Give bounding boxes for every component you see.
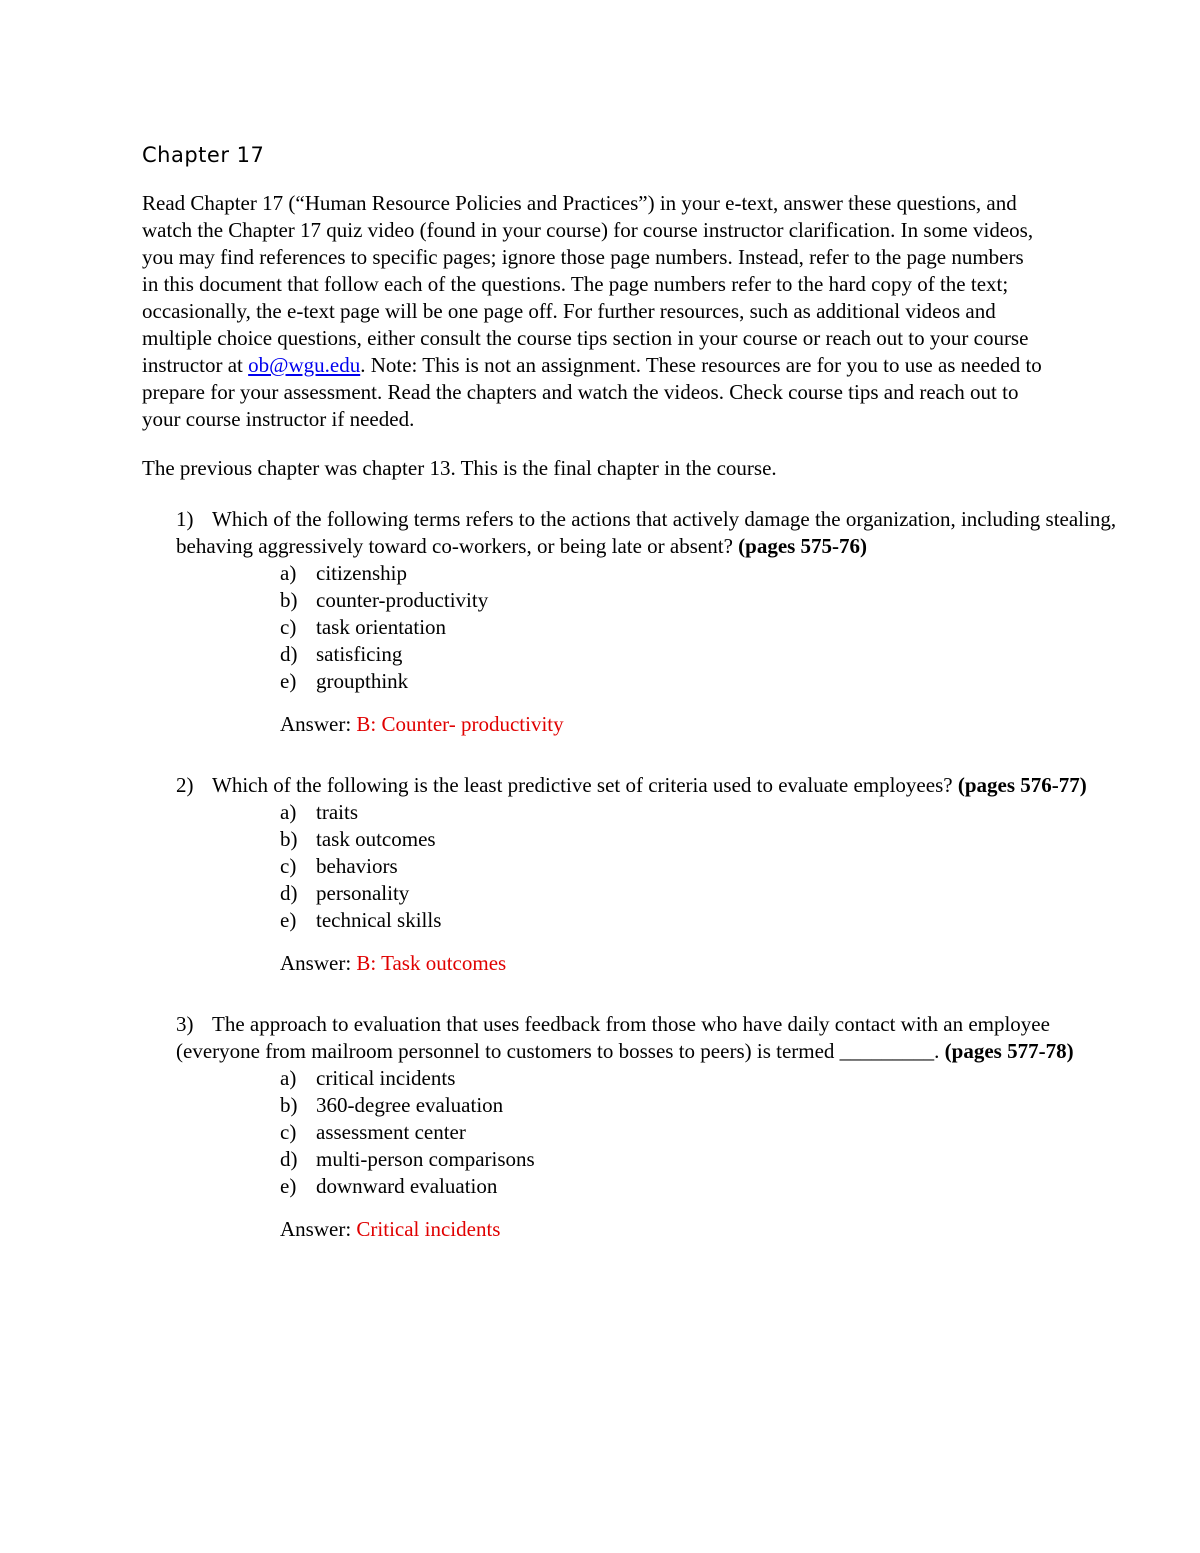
option-text: task outcomes xyxy=(316,827,436,851)
question-number: 3) xyxy=(176,1012,194,1036)
answer-line xyxy=(280,1216,1122,1243)
option-letter: a) xyxy=(280,1066,297,1090)
option-text: downward evaluation xyxy=(316,1174,498,1198)
option-text: behaviors xyxy=(316,854,398,878)
option-text: technical skills xyxy=(316,908,442,932)
question-3 xyxy=(142,1011,1122,1243)
option-text: groupthink xyxy=(316,669,409,693)
answer-value: B: Counter- productivity xyxy=(356,712,564,736)
option-text: task orientation xyxy=(316,615,447,639)
previous-chapter-note: The previous chapter was chapter 13. This is the final chapter in the course. xyxy=(142,456,777,480)
question-prompt: Which of the following terms refers to the actions that actively damage the organization, including stealing, behaving aggressively toward co-workers, or being late or absent? xyxy=(176,507,1117,558)
option-letter: c) xyxy=(280,854,297,878)
question-text xyxy=(176,1011,1121,1065)
answer-label: Answer: xyxy=(280,951,357,975)
option-text: assessment center xyxy=(316,1120,466,1144)
option-c xyxy=(280,853,1122,880)
option-letter: d) xyxy=(280,1147,298,1171)
option-letter: e) xyxy=(280,908,297,932)
question-number: 2) xyxy=(176,773,194,797)
question-text xyxy=(176,506,1121,560)
option-letter: a) xyxy=(280,800,297,824)
option-letter: c) xyxy=(280,615,297,639)
question-pages: (pages 577-78) xyxy=(944,1039,1074,1063)
option-b xyxy=(280,1092,1122,1119)
document-page xyxy=(142,140,1122,1243)
option-text: traits xyxy=(316,800,358,824)
option-letter: b) xyxy=(280,827,298,851)
question-prompt: Which of the following is the least predictive set of criteria used to evaluate employees? xyxy=(212,773,958,797)
option-text: personality xyxy=(316,881,410,905)
option-a xyxy=(280,799,1122,826)
answer-line xyxy=(280,711,1122,738)
option-text: satisficing xyxy=(316,642,403,666)
option-b xyxy=(280,587,1122,614)
intro-text: Read Chapter 17 (“Human Resource Policies and Practices”) in your e-text, answer these questions, and watch the Chapter 17 quiz video (found in your course) for course instructor clarification. In some videos, you may find references to specific pages; ignore those page numbers. Instead, refer to the page numbers in this document that follow each of the questions. The page numbers refer to the hard copy of the text; occasionally, the e-text page will be one page off. For further resources, such as additional videos and multiple choice questions, either consult the course tips section in your course or reach out to your course instructor at xyxy=(142,191,1034,377)
email-link[interactable]: ob@wgu.edu xyxy=(248,353,361,377)
option-text: counter-productivity xyxy=(316,588,489,612)
question-2 xyxy=(142,772,1122,977)
question-prompt: The approach to evaluation that uses feedback from those who have daily contact with an employee (everyone from mailroom personnel to customers to bosses to peers) is termed _________. xyxy=(176,1012,1050,1063)
answer-value: B: Task outcomes xyxy=(356,951,507,975)
option-d xyxy=(280,1146,1122,1173)
option-text: multi-person comparisons xyxy=(316,1147,535,1171)
question-text xyxy=(176,772,1121,799)
option-letter: a) xyxy=(280,561,297,585)
option-text: citizenship xyxy=(316,561,407,585)
answer-label: Answer: xyxy=(280,1217,357,1241)
intro-paragraph xyxy=(142,190,1042,433)
option-letter: b) xyxy=(280,588,298,612)
question-number: 1) xyxy=(176,507,194,531)
option-b xyxy=(280,826,1122,853)
option-letter: e) xyxy=(280,1174,297,1198)
option-letter: d) xyxy=(280,642,298,666)
option-d xyxy=(280,880,1122,907)
answer-line xyxy=(280,950,1122,977)
option-c xyxy=(280,1119,1122,1146)
option-letter: c) xyxy=(280,1120,297,1144)
question-pages: (pages 575-76) xyxy=(738,534,868,558)
option-letter: d) xyxy=(280,881,298,905)
intro-text-continued: . Note: This is not an assignment. These resources are for you to use as needed to prepare for your assessment. Read the chapters and watch the videos. Check course tips and reach out to your course instructor if needed. xyxy=(142,353,1042,431)
option-list xyxy=(176,1065,1122,1200)
option-list xyxy=(176,560,1122,695)
option-letter: e) xyxy=(280,669,297,693)
option-a xyxy=(280,1065,1122,1092)
chapter-title: Chapter 17 xyxy=(142,143,265,167)
option-letter: b) xyxy=(280,1093,298,1117)
option-a xyxy=(280,560,1122,587)
question-pages: (pages 576-77) xyxy=(957,773,1087,797)
option-d xyxy=(280,641,1122,668)
option-e xyxy=(280,907,1122,934)
option-text: 360-degree evaluation xyxy=(316,1093,504,1117)
answer-value: Critical incidents xyxy=(356,1217,501,1241)
answer-label: Answer: xyxy=(280,712,357,736)
option-e xyxy=(280,668,1122,695)
option-c xyxy=(280,614,1122,641)
question-1 xyxy=(142,506,1122,738)
option-list xyxy=(176,799,1122,934)
option-e xyxy=(280,1173,1122,1200)
option-text: critical incidents xyxy=(316,1066,456,1090)
